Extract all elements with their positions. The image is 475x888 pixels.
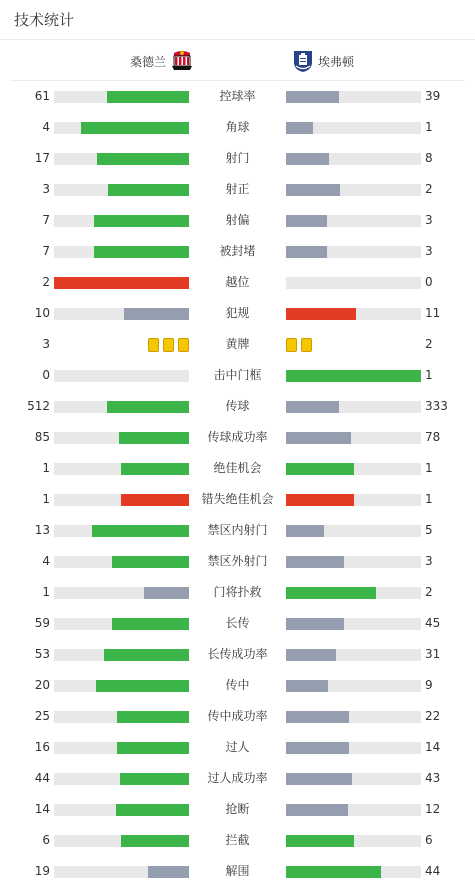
home-bar-fill [54, 277, 189, 289]
stat-row [0, 763, 475, 794]
away-bar-fill [286, 587, 376, 599]
away-bar-fill [286, 215, 327, 227]
away-bar-track [286, 463, 421, 475]
home-bar-track [54, 215, 189, 227]
home-bar-track [54, 711, 189, 723]
away-value: 1 [425, 120, 433, 134]
home-bar-fill [108, 184, 189, 196]
home-bar-fill [81, 122, 189, 134]
home-value: 3 [42, 337, 50, 351]
away-bar-fill [286, 432, 351, 444]
home-value: 13 [34, 523, 50, 537]
home-value: 14 [34, 802, 50, 816]
away-bar-track [286, 215, 421, 227]
stat-row [0, 236, 475, 267]
away-bar-track [286, 246, 421, 258]
home-bar-track [54, 587, 189, 599]
home-bar-fill [92, 525, 189, 537]
away-bar-fill [286, 835, 354, 847]
away-bar-track [286, 184, 421, 196]
home-value: 1 [42, 585, 50, 599]
away-bar-track [286, 277, 421, 289]
home-bar-fill [120, 773, 189, 785]
home-bar-fill [121, 494, 189, 506]
away-bar-fill [286, 122, 313, 134]
away-value: 43 [425, 771, 441, 785]
home-value: 4 [42, 554, 50, 568]
stat-label: 解围 [225, 864, 250, 878]
away-value: 31 [425, 647, 441, 661]
home-bar-track [54, 866, 189, 878]
home-bar-fill [97, 153, 189, 165]
home-bar-fill [112, 556, 189, 568]
away-yellow-cards [286, 338, 312, 352]
home-value: 59 [34, 616, 50, 630]
home-bar-fill [112, 618, 189, 630]
home-bar-fill [94, 246, 189, 258]
home-bar-track [54, 277, 189, 289]
stat-label: 传球 [225, 399, 250, 413]
away-value: 9 [425, 678, 433, 692]
stat-label: 门将扑救 [213, 585, 262, 599]
home-bar-fill [107, 91, 189, 103]
away-bar-track [286, 618, 421, 630]
home-value: 53 [34, 647, 50, 661]
home-value: 2 [42, 275, 50, 289]
away-value: 2 [425, 337, 433, 351]
away-bar-fill [286, 773, 352, 785]
away-bar-track [286, 370, 421, 382]
home-value: 7 [42, 213, 50, 227]
home-bar-fill [94, 215, 189, 227]
home-value: 10 [34, 306, 50, 320]
team-header [10, 41, 465, 81]
home-bar-track [54, 618, 189, 630]
stat-row [0, 546, 475, 577]
home-bar-fill [117, 711, 189, 723]
home-value: 20 [34, 678, 50, 692]
home-bar-track [54, 804, 189, 816]
stat-row [0, 422, 475, 453]
home-team-name: 桑德兰 [130, 54, 167, 69]
stat-row [0, 267, 475, 298]
home-bar-track [54, 246, 189, 258]
away-bar-fill [286, 308, 356, 320]
home-value: 0 [42, 368, 50, 382]
away-value: 2 [425, 182, 433, 196]
away-bar-fill [286, 184, 340, 196]
home-bar-track [54, 308, 189, 320]
away-bar-fill [286, 649, 336, 661]
away-bar-track [286, 122, 421, 134]
away-value: 14 [425, 740, 441, 754]
away-bar-track [286, 680, 421, 692]
home-value: 3 [42, 182, 50, 196]
away-bar-fill [286, 246, 327, 258]
away-value: 3 [425, 554, 433, 568]
away-bar-fill [286, 866, 381, 878]
away-value: 44 [425, 864, 441, 878]
away-value: 6 [425, 833, 433, 847]
yellow-card-icon [163, 338, 174, 352]
stat-row [0, 143, 475, 174]
stat-row [0, 701, 475, 732]
home-bar-fill [124, 308, 189, 320]
away-bar-track [286, 308, 421, 320]
home-bar-track [54, 153, 189, 165]
away-bar-fill [286, 680, 328, 692]
home-bar-fill [117, 742, 189, 754]
away-value: 3 [425, 244, 433, 258]
home-bar-track [54, 401, 189, 413]
away-value: 1 [425, 368, 433, 382]
away-value: 22 [425, 709, 441, 723]
home-bar-track [54, 680, 189, 692]
yellow-card-icon [286, 338, 297, 352]
stat-label: 长传成功率 [207, 647, 268, 661]
sunderland-crest-icon [170, 50, 194, 72]
home-bar-track [54, 742, 189, 754]
away-bar-fill [286, 525, 324, 537]
home-bar-fill [121, 463, 189, 475]
stat-row [0, 360, 475, 391]
stat-row [0, 329, 475, 360]
stat-row [0, 577, 475, 608]
away-bar-fill [286, 463, 354, 475]
away-value: 45 [425, 616, 441, 630]
stat-row [0, 608, 475, 639]
away-value: 1 [425, 461, 433, 475]
home-value: 61 [34, 89, 50, 103]
away-bar-fill [286, 401, 339, 413]
stat-label: 过人成功率 [207, 771, 268, 785]
away-value: 11 [425, 306, 441, 320]
home-bar-track [54, 91, 189, 103]
home-bar-track [54, 432, 189, 444]
home-bar-track [54, 122, 189, 134]
home-value: 85 [34, 430, 50, 444]
stat-label: 射正 [225, 182, 250, 196]
away-bar-fill [286, 494, 354, 506]
away-value: 12 [425, 802, 441, 816]
stat-row [0, 732, 475, 763]
home-bar-fill [121, 835, 189, 847]
page-title: 技术统计 [14, 11, 75, 29]
home-bar-fill [148, 866, 189, 878]
away-value: 3 [425, 213, 433, 227]
stat-row [0, 515, 475, 546]
away-bar-track [286, 432, 421, 444]
away-bar-fill [286, 370, 421, 382]
stat-label: 过人 [225, 740, 250, 754]
stat-label: 传中成功率 [207, 709, 268, 723]
stat-row [0, 298, 475, 329]
stat-label: 控球率 [219, 89, 256, 103]
away-bar-track [286, 866, 421, 878]
stat-row [0, 391, 475, 422]
away-bar-fill [286, 711, 349, 723]
away-bar-track [286, 711, 421, 723]
away-bar-track [286, 525, 421, 537]
away-team[interactable] [292, 41, 358, 81]
home-bar-track [54, 494, 189, 506]
away-bar-track [286, 835, 421, 847]
stat-label: 角球 [225, 120, 250, 134]
home-value: 17 [34, 151, 50, 165]
away-bar-fill [286, 742, 349, 754]
away-value: 8 [425, 151, 433, 165]
stat-row [0, 205, 475, 236]
away-bar-track [286, 153, 421, 165]
away-bar-track [286, 649, 421, 661]
home-value: 19 [34, 864, 50, 878]
stat-label: 抢断 [225, 802, 250, 816]
stat-label: 长传 [225, 616, 250, 630]
stat-label: 禁区外射门 [207, 554, 268, 568]
home-value: 6 [42, 833, 50, 847]
stat-label: 越位 [225, 275, 250, 289]
away-bar-track [286, 773, 421, 785]
home-bar-fill [104, 649, 189, 661]
stats-list [0, 81, 475, 887]
away-value: 333 [425, 399, 448, 413]
home-bar-track [54, 556, 189, 568]
away-value: 39 [425, 89, 441, 103]
away-value: 2 [425, 585, 433, 599]
home-bar-fill [119, 432, 189, 444]
stat-label: 射偏 [225, 213, 250, 227]
home-bar-fill [116, 804, 189, 816]
stat-row [0, 794, 475, 825]
stat-label: 射门 [225, 151, 250, 165]
yellow-card-icon [301, 338, 312, 352]
away-bar-fill [286, 618, 344, 630]
stat-label: 犯规 [225, 306, 250, 320]
everton-crest-icon [292, 49, 314, 73]
home-bar-track [54, 835, 189, 847]
yellow-card-icon [178, 338, 189, 352]
away-bar-track [286, 91, 421, 103]
away-value: 0 [425, 275, 433, 289]
away-bar-fill [286, 556, 344, 568]
home-bar-track [54, 370, 189, 382]
stat-label: 绝佳机会 [213, 461, 262, 475]
home-value: 1 [42, 461, 50, 475]
stat-row [0, 670, 475, 701]
stat-row [0, 639, 475, 670]
home-bar-fill [107, 401, 189, 413]
away-bar-fill [286, 91, 339, 103]
home-bar-track [54, 773, 189, 785]
home-value: 512 [27, 399, 50, 413]
home-value: 4 [42, 120, 50, 134]
home-value: 1 [42, 492, 50, 506]
home-value: 44 [34, 771, 50, 785]
home-value: 16 [34, 740, 50, 754]
away-bar-fill [286, 153, 329, 165]
away-bar-track [286, 401, 421, 413]
stats-header [0, 0, 475, 40]
stat-row [0, 825, 475, 856]
home-bar-track [54, 649, 189, 661]
stat-row [0, 484, 475, 515]
home-bar-track [54, 184, 189, 196]
away-value: 5 [425, 523, 433, 537]
away-bar-track [286, 556, 421, 568]
away-bar-track [286, 587, 421, 599]
home-bar-track [54, 463, 189, 475]
yellow-card-icon [148, 338, 159, 352]
stat-label: 传球成功率 [207, 430, 268, 444]
stat-label: 错失绝佳机会 [201, 492, 274, 506]
stat-row [0, 453, 475, 484]
home-value: 25 [34, 709, 50, 723]
stat-row [0, 112, 475, 143]
stat-label: 击中门框 [213, 368, 262, 382]
away-bar-track [286, 804, 421, 816]
away-value: 1 [425, 492, 433, 506]
stat-row [0, 174, 475, 205]
home-bar-track [54, 525, 189, 537]
stat-label: 拦截 [225, 833, 250, 847]
stat-label: 被封堵 [219, 244, 256, 258]
home-bar-fill [144, 587, 189, 599]
away-bar-track [286, 494, 421, 506]
away-bar-fill [286, 804, 348, 816]
stat-label: 黄牌 [225, 337, 250, 351]
stat-row [0, 856, 475, 887]
home-team[interactable] [126, 41, 194, 81]
home-yellow-cards [148, 338, 189, 352]
stat-label: 传中 [225, 678, 250, 692]
stat-row [0, 81, 475, 112]
away-team-name: 埃弗顿 [318, 54, 355, 69]
away-bar-track [286, 742, 421, 754]
home-bar-fill [96, 680, 189, 692]
away-value: 78 [425, 430, 441, 444]
stat-label: 禁区内射门 [207, 523, 268, 537]
home-value: 7 [42, 244, 50, 258]
